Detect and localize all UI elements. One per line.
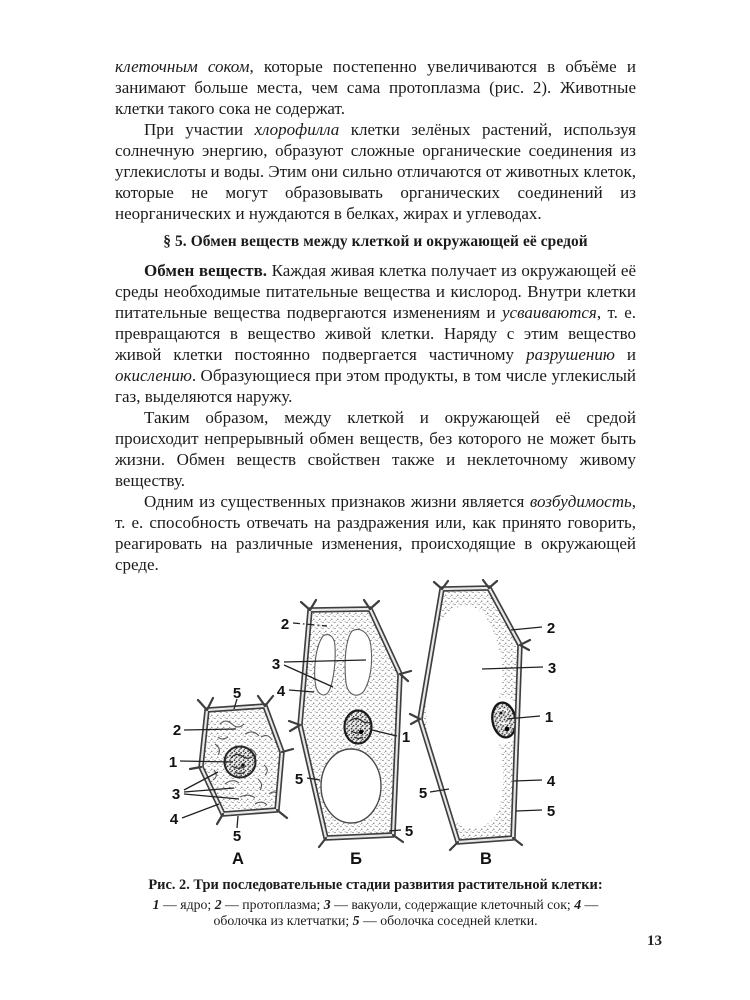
text-column (115, 56, 636, 929)
panel-letters (232, 850, 492, 868)
text-run: Таким образом, между клеткой и окружающей её средой происходит непрерывный обмен веществ, без которого не может быть жизни. Обмен веществ свойствен также и неклеточному живому веществу. (115, 408, 636, 490)
text-run: клеточным соком (115, 57, 250, 76)
paragraph (115, 260, 636, 407)
panel-letter-a: А (231, 850, 244, 868)
text-run: Обмен веществ. (144, 261, 268, 280)
plant-cell-stages-diagram (130, 579, 622, 871)
text-run: 5 (352, 913, 360, 928)
label-a1: 1 (168, 754, 177, 771)
vacuole (321, 749, 381, 823)
figure (115, 579, 636, 929)
text-run: . Образующиеся при этом продукты, в том числе углекислый газ, выделяются наружу. (115, 366, 636, 406)
page-number: 13 (647, 933, 662, 949)
label-a3: 3 (171, 786, 180, 803)
label-a5-bottom: 5 (232, 828, 241, 845)
label-b4: 4 (276, 683, 285, 700)
label-b5-bottom: 5 (404, 823, 413, 840)
text-run: — протоплазма; (221, 897, 324, 912)
text-run: возбудимость (529, 492, 632, 511)
label-b2: 2 (280, 616, 289, 633)
label-v4: 4 (546, 773, 555, 790)
panel-letter-v: В (479, 850, 492, 868)
cell-a-drawing (190, 696, 293, 824)
text-run: клетки зелёных растений, используя солнечную энергию, образуют сложные органические соединения из углекислоты и воды. Этим они сильно отличаются от животных клеток, которые не могут образовывать органических соединений из неорганических и нуждаются в белках, жирах и углеводах. (115, 120, 636, 223)
label-b5-left: 5 (294, 771, 303, 788)
paragraph (115, 407, 636, 491)
paragraph (115, 56, 636, 119)
label-b1: 1 (401, 729, 410, 746)
figure-caption-legend (126, 897, 626, 929)
paragraph (115, 491, 636, 575)
cell-v-drawing (410, 580, 530, 850)
label-v5-right: 5 (546, 803, 555, 820)
label-a2: 2 (172, 722, 181, 739)
label-v1: 1 (544, 709, 553, 726)
text-run: 3 (323, 897, 331, 912)
text-run: При участии (144, 120, 255, 139)
section-heading: § 5. Обмен веществ между клеткой и окружающей её средой (163, 233, 588, 250)
label-a5-top: 5 (232, 685, 241, 702)
cell-b-drawing (289, 600, 411, 847)
label-v2: 2 (546, 620, 555, 637)
text-run: окислению (115, 366, 192, 385)
text-run: — оболочка соседней клетки. (359, 913, 538, 928)
label-v5-left: 5 (418, 785, 427, 802)
text-run: 2 (214, 897, 222, 912)
label-b3: 3 (271, 656, 280, 673)
text-run: , т. е. превращаются в вещество живой клетки. Наряду с этим вещество живой клетки постоянно подвергается частичному (115, 303, 636, 364)
text-run: — вакуоли, содержащие клеточный сок; (330, 897, 575, 912)
text-run: Одним из существенных признаков жизни является (144, 492, 530, 511)
text-run: и (614, 345, 636, 364)
text-run: усваиваются (502, 303, 597, 322)
text-run: — ядро; (159, 897, 215, 912)
text-run: , т. е. способность отвечать на раздражения или, как принято говорить, реагировать на различные изменения, происходящие в окружающей среде. (115, 492, 636, 574)
figure-caption-title: Рис. 2. Три последовательные стадии развития растительной клетки: (148, 877, 603, 893)
text-run: 4 (574, 897, 582, 912)
panel-letter-b: Б (349, 850, 362, 868)
text-run: хлорофилла (254, 120, 340, 139)
label-a4: 4 (169, 811, 178, 828)
text-run: 1 (152, 897, 160, 912)
text-run: — оболочка из клетчатки; (213, 897, 599, 928)
label-v3: 3 (547, 660, 556, 677)
text-run: разрушению (526, 345, 615, 364)
text-run: , которые постепенно увеличиваются в объёме и занимают больше места, чем сама протоплазма (рис. 2). Животные клетки такого сока не содержат. (115, 57, 636, 118)
paragraph (115, 119, 636, 224)
text-run: Каждая живая клетка получает из окружающей её среды необходимые питательные вещества и кислород. Внутри клетки питательные вещества подвергаются изменениям и (115, 261, 637, 322)
